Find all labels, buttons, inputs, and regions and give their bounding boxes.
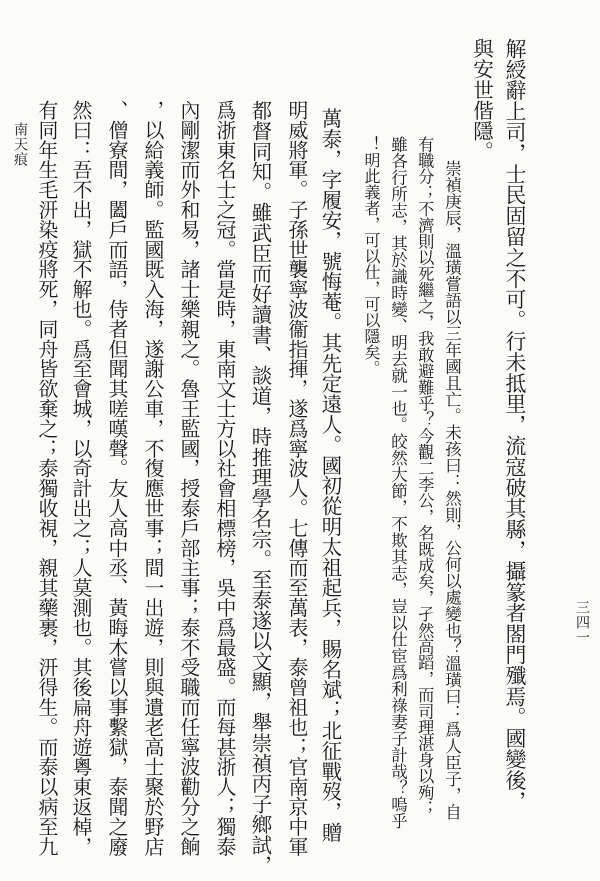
text-column-10: 然曰：吾不出，獄不解也。爲至會城，以奇計出之；人莫測也。其後扁舟遊粵東返棹， bbox=[68, 100, 92, 857]
page-number: 三四一 bbox=[574, 600, 590, 645]
text-column-2: 與安世偕隱。 bbox=[469, 38, 494, 162]
text-column-1: 解綬辭上司，士民固留之不可。行未抵里，流寇破其縣，攝篆者閤門殲焉。國變後， bbox=[501, 38, 526, 812]
text-column-5: 都督同知。雖武臣而好讀書、談道，時推理學名宗。至泰遂以文顯，舉崇禎丙子鄉試， bbox=[248, 100, 273, 876]
note-column-4: ！明此義者，可以仕，可以隱矣。 bbox=[362, 136, 381, 376]
text-column-11: 有同年生毛汧染疫將死，同舟皆欲棄之；泰獨收視，親其藥裹，汧得生。而泰以病至九 bbox=[34, 100, 58, 857]
note-column-3: 雖各行所志，其於識時變、明去就一也。皎然大節，不欺其志，豈以仕宦爲利祿妻子計哉？嗚乎 bbox=[388, 136, 408, 829]
book-title: 南天痕 bbox=[12, 122, 28, 167]
text-column-9: 、僧寮間，闔戶而語，侍者但聞其嗟嘆聲。友人高中丞、黃晦木嘗以事繫獄，泰聞之廢 bbox=[104, 100, 128, 857]
note-column-2: 有職分；不濟則以死繼之，我敢避難乎？今觀二李公，名既成矣，孑然高蹈，而司理湛身以殉； bbox=[415, 136, 435, 817]
text-column-3: 萬泰，字履安，號悔菴。其先定遠人。國初從明太祖起兵，賜名斌；北征戰歿，贈 bbox=[318, 108, 343, 843]
text-column-4: 明威將軍。子孫世襲寧波衞指揮，遂爲寧波人。七傳而至萬表，泰曾祖也；官南京中軍 bbox=[284, 100, 308, 857]
text-column-8: ，以給義師。監國既入海，遂謝公車，不復應世事；間一出遊，則與遺老高士聚於野店 bbox=[140, 100, 164, 857]
text-column-7: 內剛潔而外和易，諸士樂親之。魯王監國，授泰戶部主事；泰不受職而任寧波勸分之餉 bbox=[176, 100, 200, 857]
note-column-1: 崇禎庚辰，溫璜嘗語以三年國且亡。未孩曰：然則，公何以處變也？溫璜曰：爲人臣子，自 bbox=[442, 160, 462, 820]
text-column-6: 爲浙東名士之冠。當是時，東南文士方以社會相標榜，吳中爲最盛。而每甚浙人；獨泰 bbox=[212, 100, 236, 857]
